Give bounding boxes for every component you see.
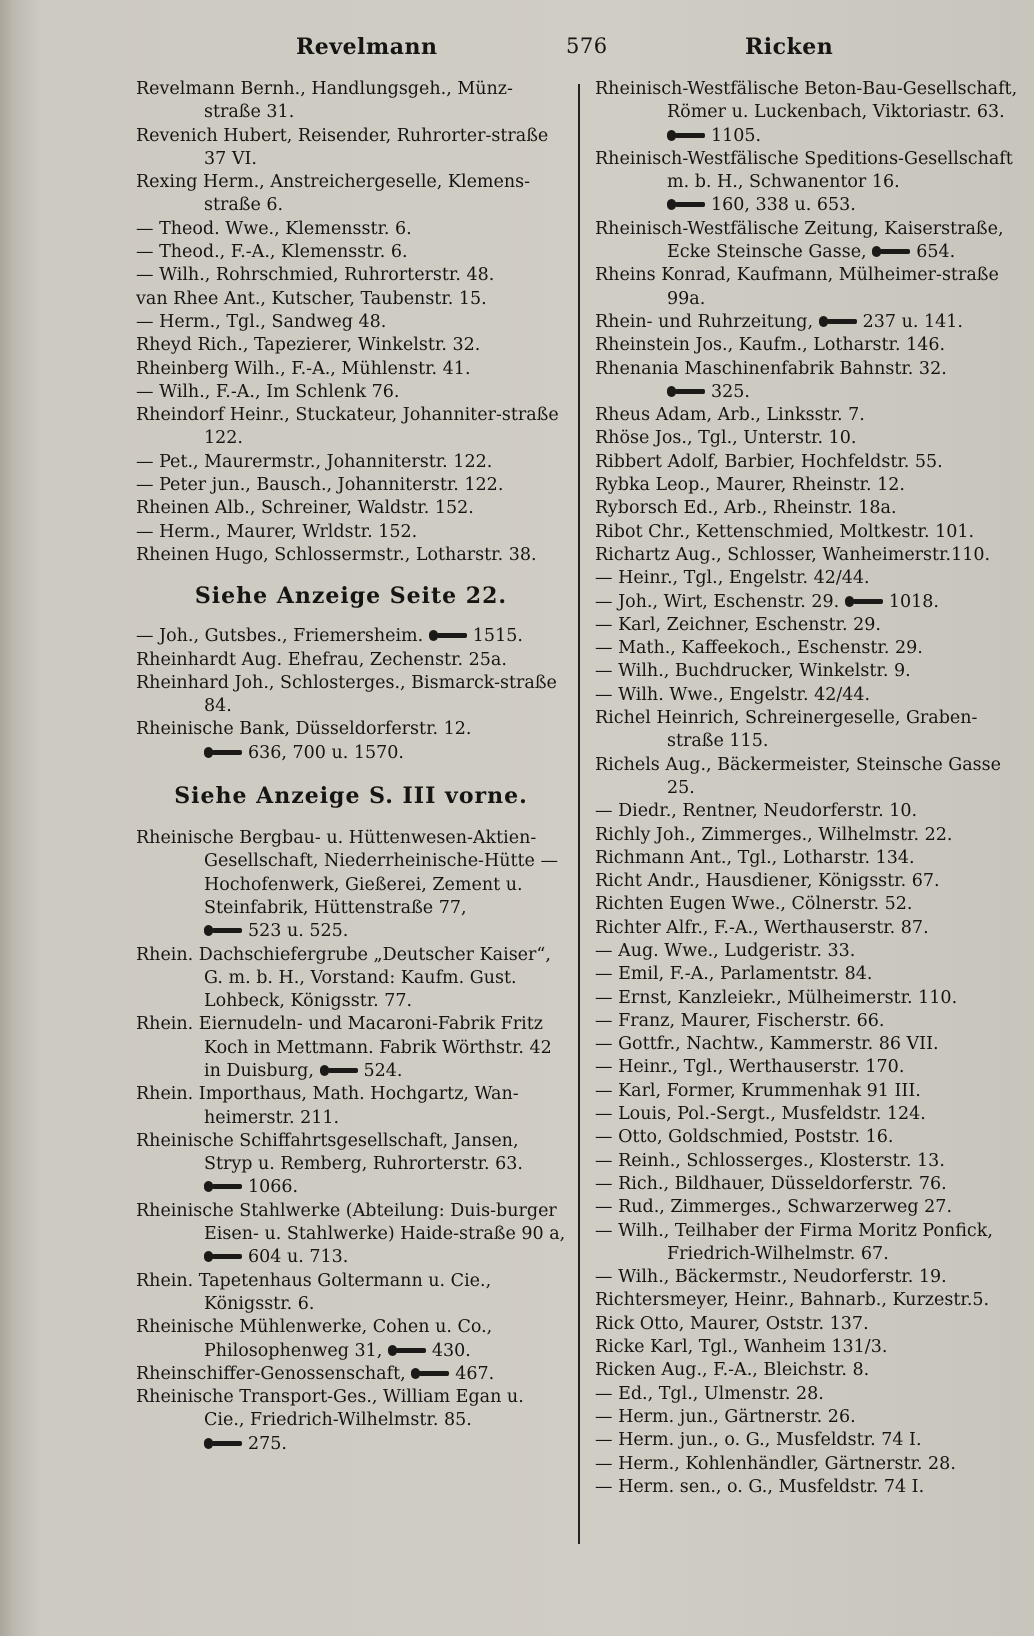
phone-line [595, 194, 1027, 217]
list-item: Ricken Aug., F.-A., Bleichstr. 8. [595, 1360, 870, 1381]
entry-text: — Joh., Wirt, Eschenstr. 29. [595, 591, 840, 612]
phone-line [136, 1176, 566, 1199]
list-item: Rheinisch-Westfälische Speditions-Gesellschaft m. b. H., Schwanentor 16. [595, 148, 1013, 193]
phone-number: 237 u. 141. [862, 311, 963, 332]
phone-number: 1066. [248, 1177, 299, 1198]
entry-text: — Joh., Gutsbes., Friemersheim. [136, 626, 424, 647]
list-item: — Franz, Maurer, Fischerstr. 66. [595, 1010, 885, 1031]
list-item: — Theod., F.-A., Klemensstr. 6. [136, 242, 408, 263]
page-number: 576 [566, 34, 608, 58]
list-item: — Herm. sen., o. G., Musfeldstr. 74 I. [595, 1476, 925, 1497]
list-item: Revenich Hubert, Reisender, Ruhrorter-straße 37 VI. [136, 125, 549, 169]
list-item: Rheinen Hugo, Schlossermstr., Lotharstr. 38. [136, 544, 537, 565]
list-item: — Louis, Pol.-Sergt., Musfeldstr. 124. [595, 1104, 926, 1125]
page-header [0, 34, 1034, 70]
list-item: Rybka Leop., Maurer, Rheinstr. 12. [595, 475, 905, 496]
list-item: Rheins Konrad, Kaufmann, Mülheimer-straße 99a. [595, 265, 999, 309]
list-item: Rheinen Alb., Schreiner, Waldstr. 152. [136, 498, 474, 519]
list-item: Ribot Chr., Kettenschmied, Moltkestr. 101. [595, 521, 975, 542]
list-item: — Wilh., Buchdrucker, Winkelstr. 9. [595, 661, 911, 682]
list-item: Revelmann Bernh., Handlungsgeh., Münz-straße 31. [136, 79, 513, 123]
telephone-icon [204, 1181, 244, 1192]
telephone-icon [411, 1368, 451, 1379]
list-item: — Otto, Goldschmied, Poststr. 16. [595, 1127, 894, 1148]
list-item: Ricke Karl, Tgl., Wanheim 131/3. [595, 1337, 888, 1358]
list-item: van Rhee Ant., Kutscher, Taubenstr. 15. [136, 288, 487, 309]
list-item: — Wilh., Bäckermstr., Neudorferstr. 19. [595, 1267, 947, 1288]
phone-number: 523 u. 525. [248, 921, 349, 942]
list-item [595, 591, 1027, 614]
entry-text: Rheinische Stahlwerke (Abteilung: Duis-burger Eisen- u. Stahlwerke) Haide-straße 90 a, [136, 1200, 566, 1245]
entry-text: Rheinschiffer-Genossenschaft, [136, 1363, 406, 1384]
list-item: — Reinh., Schlosserges., Klosterstr. 13. [595, 1150, 945, 1171]
list-item: — Emil, F.-A., Parlamentstr. 84. [595, 964, 873, 985]
list-item: — Rud., Zimmerges., Schwarzerweg 27. [595, 1197, 953, 1218]
list-item: Ryborsch Ed., Arb., Rheinstr. 18a. [595, 498, 897, 519]
list-item: Rick Otto, Maurer, Oststr. 137. [595, 1313, 869, 1334]
list-item: Rheinhard Joh., Schlosterges., Bismarck-straße 84. [136, 672, 557, 717]
list-item: — Herm. jun., Gärtnerstr. 26. [595, 1406, 856, 1427]
list-item: — Karl, Zeichner, Eschenstr. 29. [595, 614, 881, 635]
list-item: — Diedr., Rentner, Neudorferstr. 10. [595, 801, 918, 822]
list-item: — Pet., Maurermstr., Johanniterstr. 122. [136, 451, 493, 472]
phone-number: 636, 700 u. 1570. [248, 742, 404, 763]
list-item: Rheinische Bank, Düsseldorferstr. 12. [136, 719, 472, 740]
telephone-icon [204, 1438, 244, 1449]
list-item: — Karl, Former, Krummenhak 91 III. [595, 1080, 921, 1101]
list-item [136, 1316, 566, 1363]
list-item: Richt Andr., Hausdiener, Königsstr. 67. [595, 871, 940, 892]
list-item: Rheus Adam, Arb., Linksstr. 7. [595, 405, 865, 426]
list-item: — Aug. Wwe., Ludgeristr. 33. [595, 940, 856, 961]
list-item: Richartz Aug., Schlosser, Wanheimerstr.110. [595, 544, 991, 565]
entry-text: Rhein. Eiernudeln- und Macaroni-Fabrik Fritz Koch in Mettmann. Fabrik Wörthstr. 42 in Duisburg, [136, 1014, 552, 1081]
telephone-icon [204, 1251, 244, 1262]
phone-number: 1515. [472, 626, 523, 647]
list-item: — Rich., Bildhauer, Düsseldorferstr. 76. [595, 1173, 947, 1194]
list-item: — Wilh., Rohrschmied, Ruhrorterstr. 48. [136, 265, 495, 286]
header-right-keyword: Ricken [745, 34, 834, 60]
telephone-icon [667, 386, 707, 397]
list-item: Rheinische Transport-Ges., William Egan u. Cie., Friedrich-Wilhelmstr. 85. [136, 1387, 524, 1431]
list-item [595, 218, 1027, 265]
column-divider [578, 84, 580, 1544]
phone-number: 604 u. 713. [248, 1247, 349, 1268]
list-item: Rhein. Importhaus, Math. Hochgartz, Wan-heimerstr. 211. [136, 1084, 519, 1128]
list-item: Richel Heinrich, Schreinergeselle, Graben-straße 115. [595, 708, 978, 752]
list-item: — Herm., Tgl., Sandweg 48. [136, 311, 387, 332]
phone-number: 467. [455, 1363, 495, 1384]
entry-text: Rheinisch-Westfälische Zeitung, Kaiserstraße, Ecke Steinsche Gasse, [595, 218, 1004, 263]
phone-number: 1105. [711, 125, 762, 146]
list-item: Rhöse Jos., Tgl., Unterstr. 10. [595, 428, 857, 449]
list-item: — Wilh. Wwe., Engelstr. 42/44. [595, 684, 871, 705]
phone-number: 325. [711, 381, 750, 402]
list-item: Richly Joh., Zimmerges., Wilhelmstr. 22. [595, 824, 953, 845]
list-item: — Peter jun., Bausch., Johanniterstr. 122. [136, 475, 504, 496]
phone-line [136, 1433, 566, 1456]
entry-text: Rhein- und Ruhrzeitung, [595, 311, 814, 332]
list-item: — Wilh., F.-A., Im Schlenk 76. [136, 381, 400, 402]
list-item: — Gottfr., Nachtw., Kammerstr. 86 VII. [595, 1034, 939, 1055]
list-item: — Heinr., Tgl., Engelstr. 42/44. [595, 568, 870, 589]
list-item: Rheyd Rich., Tapezierer, Winkelstr. 32. [136, 335, 481, 356]
list-item: — Herm., Kohlenhändler, Gärtnerstr. 28. [595, 1453, 956, 1474]
list-item: Rheinstein Jos., Kaufm., Lotharstr. 146. [595, 335, 946, 356]
list-item: Rheinische Bergbau- u. Hüttenwesen-Aktien-Gesellschaft, Niederrheinische-Hütte — Hochofenwerk, Gießerei, Zement u. Steinfabrik, Hüttenstraße 77, [136, 828, 558, 918]
list-item: Richels Aug., Bäckermeister, Steinsche Gasse 25. [595, 754, 1001, 798]
list-item [136, 1013, 566, 1083]
telephone-icon [204, 925, 244, 936]
left-column [136, 78, 566, 1456]
telephone-icon [320, 1065, 360, 1076]
telephone-icon [204, 747, 244, 758]
telephone-icon [872, 246, 912, 257]
list-item: Rhein. Tapetenhaus Goltermann u. Cie., Königsstr. 6. [136, 1270, 492, 1314]
list-item: Rheinberg Wilh., F.-A., Mühlenstr. 41. [136, 358, 471, 379]
list-item: Rhenania Maschinenfabrik Bahnstr. 32. [595, 358, 947, 379]
list-item: Richmann Ant., Tgl., Lotharstr. 134. [595, 847, 915, 868]
list-item: Rhein. Dachschiefergrube „Deutscher Kaiser“, G. m. b. H., Vorstand: Kaufm. Gust. Lohbeck, Königsstr. 77. [136, 944, 551, 1012]
advertisement-notice: Siehe Anzeige Seite 22. [194, 583, 508, 610]
list-item: — Wilh., Teilhaber der Firma Moritz Ponfick, Friedrich-Wilhelmstr. 67. [595, 1220, 993, 1264]
list-item [136, 1363, 566, 1386]
list-item: Richtersmeyer, Heinr., Bahnarb., Kurzestr.5. [595, 1290, 990, 1311]
phone-line [136, 920, 566, 943]
header-left-keyword: Revelmann [296, 34, 438, 60]
phone-line [595, 381, 1027, 404]
list-item: Rexing Herm., Anstreichergeselle, Klemens-straße 6. [136, 172, 531, 216]
phone-number: 430. [431, 1340, 471, 1361]
list-item: Rheindorf Heinr., Stuckateur, Johanniter-straße 122. [136, 405, 559, 449]
telephone-icon [667, 130, 707, 141]
telephone-icon [667, 199, 707, 210]
phone-number: 1018. [888, 591, 939, 612]
phone-number: 654. [916, 242, 956, 263]
phone-line [136, 742, 566, 765]
list-item: Richter Alfr., F.-A., Werthauserstr. 87. [595, 917, 929, 938]
telephone-icon [819, 316, 859, 327]
entry-text: Rheinische Mühlenwerke, Cohen u. Co., Philosophenweg 31, [136, 1317, 493, 1361]
phone-number: 275. [248, 1433, 287, 1454]
right-column [595, 78, 1027, 1499]
list-item: Ribbert Adolf, Barbier, Hochfeldstr. 55. [595, 451, 943, 472]
list-item: — Ernst, Kanzleiekr., Mülheimerstr. 110. [595, 987, 958, 1008]
telephone-icon [388, 1345, 428, 1356]
phone-line [595, 125, 1027, 148]
list-item: — Theod. Wwe., Klemensstr. 6. [136, 218, 412, 239]
telephone-icon [845, 596, 885, 607]
list-item: Rheinisch-Westfälische Beton-Bau-Gesellschaft, Römer u. Luckenbach, Viktoriastr. 63. [595, 79, 1018, 123]
phone-number: 524. [363, 1060, 403, 1081]
list-item [136, 625, 566, 648]
list-item [595, 311, 1027, 334]
advertisement-notice: Siehe Anzeige S. III vorne. [174, 783, 528, 810]
list-item [136, 1200, 566, 1270]
list-item: Rheinische Schiffahrtsgesellschaft, Jansen, Stryp u. Remberg, Ruhrorterstr. 63. [136, 1130, 523, 1175]
list-item: — Herm. jun., o. G., Musfeldstr. 74 I. [595, 1430, 922, 1451]
list-item: — Herm., Maurer, Wrldstr. 152. [136, 521, 418, 542]
list-item: — Heinr., Tgl., Werthauserstr. 170. [595, 1057, 905, 1078]
phone-number: 160, 338 u. 653. [711, 195, 856, 216]
telephone-icon [429, 630, 469, 641]
list-item: — Math., Kaffeekoch., Eschenstr. 29. [595, 638, 923, 659]
list-item: — Ed., Tgl., Ulmenstr. 28. [595, 1383, 824, 1404]
list-item: Rheinhardt Aug. Ehefrau, Zechenstr. 25a. [136, 649, 507, 670]
list-item: Richten Eugen Wwe., Cölnerstr. 52. [595, 894, 913, 915]
